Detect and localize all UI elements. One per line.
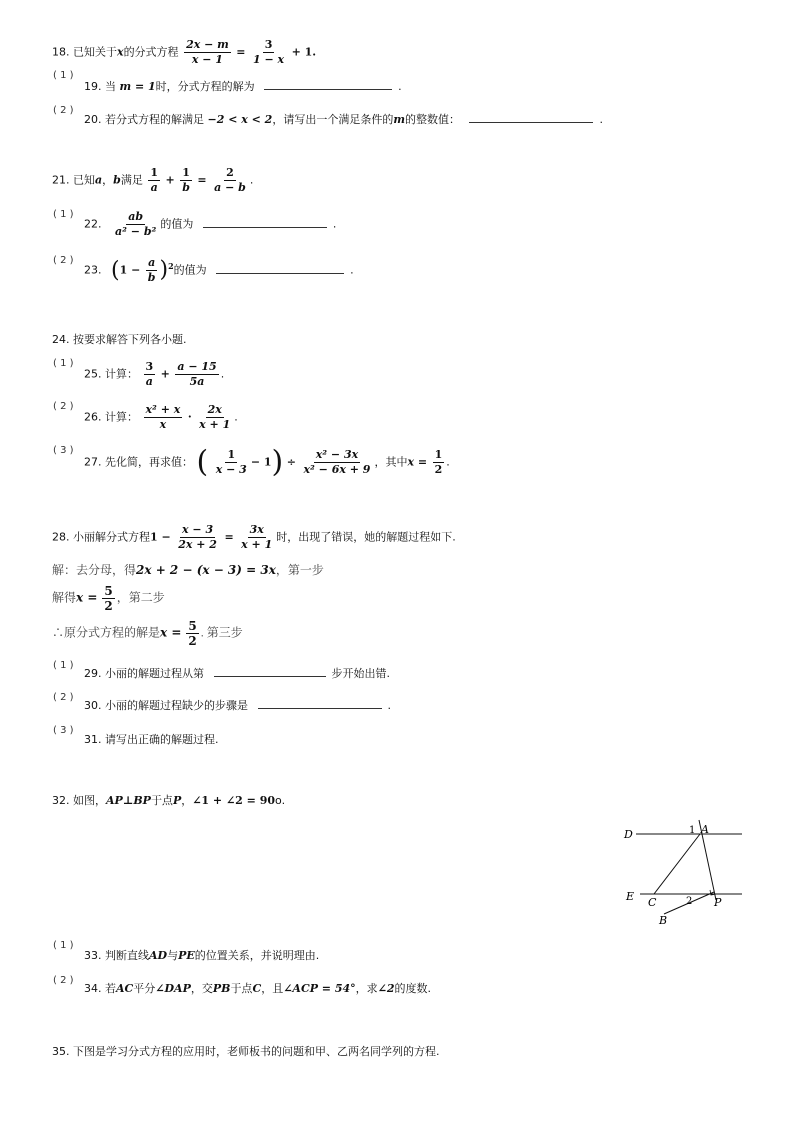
answer-blank[interactable] [216,262,344,274]
question-25: 25. 计算： $\frac{3}{a}$ + $\frac{a - 15}{5a}$ . [84,360,225,388]
question-28: 28. 小丽解分式方程1 − $\frac{x - 3}{2x + 2}$ = $\frac{3x}{x + 1}$ 时，出现了错误，她的解题过程如下. [52,523,456,551]
label-B: B [659,914,668,927]
question-30: 30. 小丽的解题过程缺少的步骤是 . [84,699,391,712]
answer-blank[interactable] [258,697,382,709]
sub-label: ( 1 ) [53,940,74,951]
label-D: D [624,828,633,841]
label-P: P [714,896,722,909]
question-19: 19. 当 m = 1时，分式方程的解为 . [84,80,402,93]
answer-blank[interactable] [214,665,326,677]
question-20: 20. 若分式方程的解满足 −2 < x < 2，请写出一个满足条件的m的整数值： . [84,113,603,126]
sub-label: ( 1 ) [53,660,74,671]
solution-step-2: 解得x = $\frac{5}{2}$ ，第二步 [52,584,165,613]
sub-label: ( 1 ) [53,209,74,220]
question-23: 23. (1 − $\frac{a}{b}$ )$^2$的值为 . [84,256,354,284]
label-angle-1: 1 [689,825,696,836]
question-32: 32. 如图，AP⊥BP于点P，∠1 + ∠2 = 90o. [52,794,286,807]
sub-label: ( 1 ) [53,358,74,369]
sub-label: ( 1 ) [53,70,74,81]
question-35: 35. 下图是学习分式方程的应用时，老师板书的问题和甲、乙两名同学列的方程. [52,1045,440,1058]
label-E: E [626,890,635,903]
geometry-figure [618,816,748,934]
label-angle-2: 2 [686,896,693,907]
answer-blank[interactable] [264,78,392,90]
sub-label: ( 2 ) [53,255,74,266]
question-22: 22. $\frac{ab}{\text{a² − b²}}$ 的值为 . [84,210,337,238]
sub-label: ( 3 ) [53,725,74,736]
fraction: $\frac{2x - m}{x - 1}$ [186,38,229,66]
question-34: 34. 若AC平分∠DAP，交PB于点C，且∠ACP = 54°，求∠2的度数. [84,982,432,995]
solution-step-3: ∴原分式方程的解是x = $\frac{5}{2}$ . 第三步 [52,619,243,648]
label-A: A [701,823,709,836]
answer-blank[interactable] [469,111,593,123]
line-AC [654,834,700,894]
solution-step-1: 解：去分母，得2x + 2 − (x − 3) = 3x，第一步 [52,563,324,577]
answer-blank[interactable] [203,216,327,228]
sub-label: ( 2 ) [53,692,74,703]
fraction: $\frac{3}{1 - x}$ [253,38,285,66]
question-26: 26. 计算： $\frac{\text{x² + x}}{x}$ · $\frac{2x}{x + 1}$ . [84,403,238,431]
sub-label: ( 3 ) [53,445,74,456]
label-C: C [648,896,657,909]
question-21: 21. 已知a，b满足 $\frac{1}{a}$ + $\frac{1}{b}$ = $\frac{2}{a - b}$ . [52,166,254,194]
question-18: 18. 已知关于x的分式方程 $\frac{2x - m}{x - 1}$ = $\frac{3}{1 - x}$ + 1. [52,38,317,66]
sub-label: ( 2 ) [53,401,74,412]
question-31: 31. 请写出正确的解题过程. [84,733,219,746]
question-33: 33. 判断直线AD与PE的位置关系，并说明理由. [84,949,320,962]
sub-label: ( 2 ) [53,105,74,116]
question-29: 29. 小丽的解题过程从第 步开始出错. [84,667,390,680]
sub-label: ( 2 ) [53,975,74,986]
question-27: 27. 先化简，再求值： ( $\frac{1}{x - 3}$ − 1) ÷ $\frac{\text{x² − 3x}}{\text{x² − 6x + 9}}$ ，其中x = $\frac{1}{2}$ . [84,444,450,480]
question-24: 24. 按要求解答下列各小题. [52,333,187,346]
